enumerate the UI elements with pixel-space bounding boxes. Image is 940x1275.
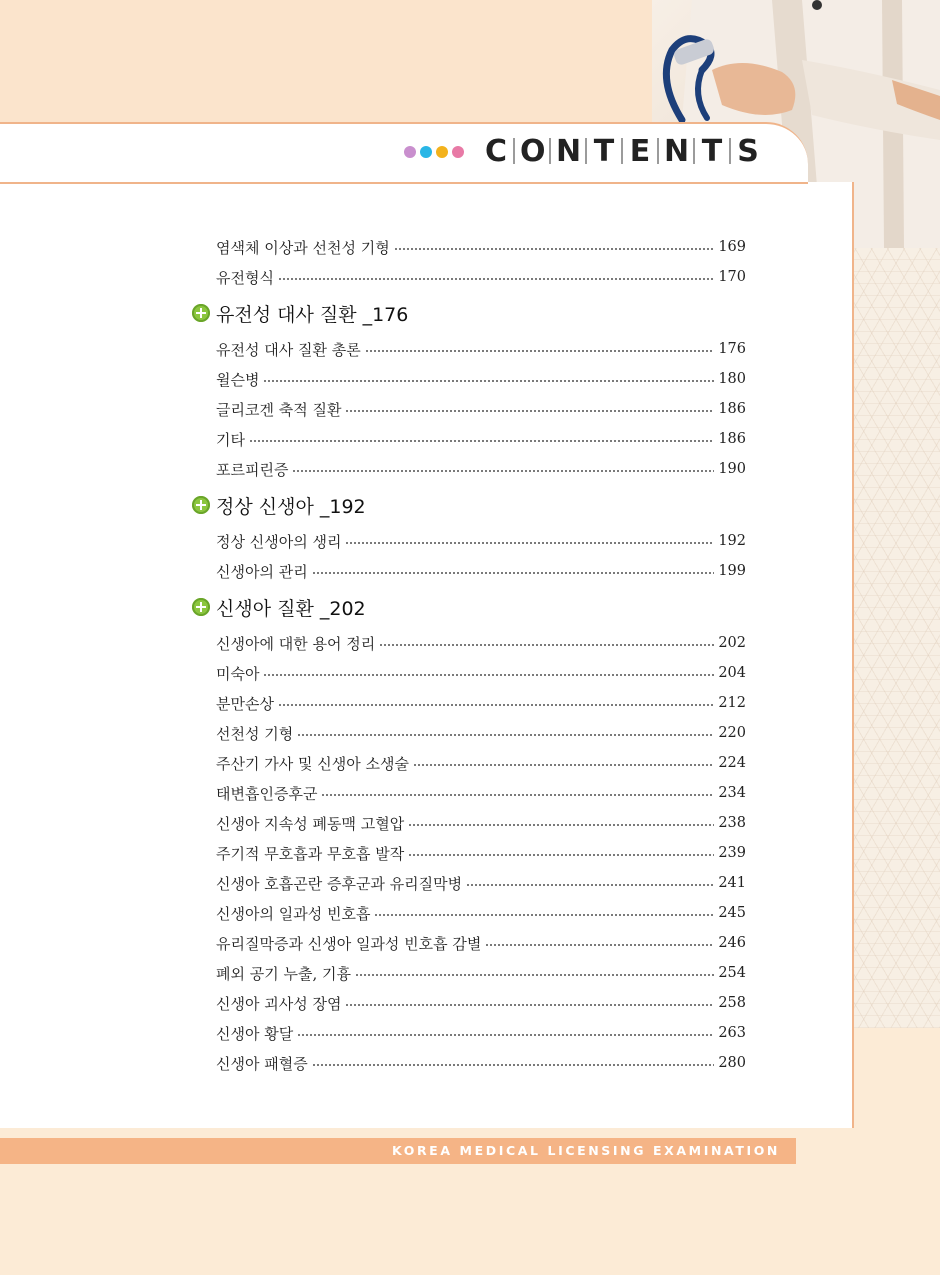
- toc-entry-page: 246: [718, 935, 746, 951]
- toc-entry[interactable]: [216, 457, 746, 481]
- plus-circle-icon: [192, 304, 210, 322]
- header-dots: [404, 146, 464, 158]
- title-separator: [729, 138, 731, 164]
- toc-entry-page: 224: [718, 755, 746, 771]
- toc-entry[interactable]: [216, 841, 746, 865]
- toc-entry-title: 선천성 기형: [216, 724, 294, 743]
- title-letter: T: [593, 133, 615, 169]
- dot-leader: [365, 350, 715, 352]
- section-heading-text: 정상 신생아 _192: [216, 495, 366, 518]
- dot-leader: [379, 644, 714, 646]
- toc-entry[interactable]: [216, 661, 746, 685]
- dot-leader: [292, 470, 714, 472]
- dot-leader: [394, 248, 715, 250]
- dot-leader: [345, 1004, 714, 1006]
- dot-leader: [345, 542, 714, 544]
- plus-circle-icon: [192, 598, 210, 616]
- toc-entry-page: 280: [718, 1055, 746, 1071]
- toc-entry[interactable]: [216, 691, 746, 715]
- toc-entry-page: 234: [718, 785, 746, 801]
- toc-entry-page: 204: [718, 665, 746, 681]
- toc-entry[interactable]: [216, 931, 746, 955]
- toc-entry[interactable]: [216, 367, 746, 391]
- toc-entry-title: 기타: [216, 430, 245, 449]
- toc-entry-page: 180: [718, 371, 746, 387]
- dot-leader: [345, 410, 714, 412]
- toc-entry-page: 186: [718, 401, 746, 417]
- toc-entry-page: 192: [718, 533, 746, 549]
- toc-entry-page: 190: [718, 461, 746, 477]
- toc-entry-page: 245: [718, 905, 746, 921]
- section-heading[interactable]: [192, 491, 366, 519]
- toc-entry-page: 186: [718, 431, 746, 447]
- toc-entry-page: 199: [718, 563, 746, 579]
- toc-entry-title: 유전형식: [216, 268, 274, 287]
- dot-leader: [408, 824, 714, 826]
- dot-leader: [297, 1034, 714, 1036]
- toc-entry-title: 정상 신생아의 생리: [216, 532, 342, 551]
- dot-leader: [355, 974, 714, 976]
- title-letter: N: [556, 133, 582, 169]
- toc-entry[interactable]: [216, 397, 746, 421]
- toc-entry[interactable]: [216, 781, 746, 805]
- toc-entry[interactable]: [216, 871, 746, 895]
- title-separator: [657, 138, 659, 164]
- dot-purple: [404, 146, 416, 158]
- dot-leader: [485, 944, 714, 946]
- footer-text: KOREA MEDICAL LICENSING EXAMINATION: [392, 1143, 780, 1158]
- toc-entry[interactable]: [216, 901, 746, 925]
- dot-leader: [374, 914, 714, 916]
- toc-entry-title: 신생아 황달: [216, 1024, 294, 1043]
- toc-entry-title: 염색체 이상과 선천성 기형: [216, 238, 390, 257]
- title-separator: [585, 138, 587, 164]
- toc-entry-title: 유리질막증과 신생아 일과성 빈호흡 감별: [216, 934, 482, 953]
- toc-entry-page: 202: [718, 635, 746, 651]
- toc-entry[interactable]: [216, 721, 746, 745]
- toc-entry-title: 신생아에 대한 용어 정리: [216, 634, 376, 653]
- toc-entry-page: 220: [718, 725, 746, 741]
- title-letter: O: [520, 133, 546, 169]
- side-pattern: [852, 248, 940, 1028]
- dot-leader: [278, 704, 714, 706]
- dot-leader: [321, 794, 714, 796]
- toc-entry-page: 241: [718, 875, 746, 891]
- toc-entry-title: 신생아의 관리: [216, 562, 308, 581]
- toc-entry-title: 유전성 대사 질환 총론: [216, 340, 361, 359]
- toc-entry[interactable]: [216, 529, 746, 553]
- title-letter: E: [629, 133, 651, 169]
- dot-leader: [249, 440, 714, 442]
- title-letter: S: [737, 133, 759, 169]
- toc-entry[interactable]: [216, 235, 746, 259]
- dot-leader: [413, 764, 714, 766]
- dot-leader: [312, 1064, 715, 1066]
- content-panel: [0, 182, 854, 1128]
- toc-entry-page: 254: [718, 965, 746, 981]
- toc-entry[interactable]: [216, 811, 746, 835]
- toc-entry-title: 신생아 패혈증: [216, 1054, 308, 1073]
- toc-entry[interactable]: [216, 751, 746, 775]
- toc-entry-title: 주산기 가사 및 신생아 소생술: [216, 754, 409, 773]
- section-heading[interactable]: [192, 593, 366, 621]
- toc-entry-title: 윌슨병: [216, 370, 260, 389]
- toc-entry[interactable]: [216, 265, 746, 289]
- toc-entry-page: 170: [718, 269, 746, 285]
- title-letter: T: [701, 133, 723, 169]
- toc-entry-title: 신생아 지속성 폐동맥 고혈압: [216, 814, 405, 833]
- toc-entry-title: 신생아 괴사성 장염: [216, 994, 342, 1013]
- toc-entry-page: 239: [718, 845, 746, 861]
- toc-entry-page: 176: [718, 341, 746, 357]
- dot-leader: [408, 854, 714, 856]
- dot-leader: [263, 674, 714, 676]
- toc-entry[interactable]: [216, 1051, 746, 1075]
- toc-entry[interactable]: [216, 631, 746, 655]
- toc-entry-title: 신생아 호흡곤란 증후군과 유리질막병: [216, 874, 463, 893]
- title-letter: C: [484, 133, 508, 169]
- toc-entry-page: 238: [718, 815, 746, 831]
- title-separator: [693, 138, 695, 164]
- dot-yellow: [436, 146, 448, 158]
- section-heading[interactable]: [192, 299, 408, 327]
- dot-leader: [297, 734, 714, 736]
- toc-entry[interactable]: [216, 1021, 746, 1045]
- dot-blue: [420, 146, 432, 158]
- toc-entry-page: 212: [718, 695, 746, 711]
- dot-leader: [466, 884, 714, 886]
- toc-entry-title: 포르피린증: [216, 460, 289, 479]
- toc-entry-title: 신생아의 일과성 빈호흡: [216, 904, 371, 923]
- title-separator: [549, 138, 551, 164]
- toc-entry-title: 태변흡인증후군: [216, 784, 318, 803]
- toc-entry[interactable]: [216, 337, 746, 361]
- toc-entry[interactable]: [216, 961, 746, 985]
- dot-leader: [312, 572, 715, 574]
- toc-entry[interactable]: [216, 559, 746, 583]
- toc-entry-page: 169: [718, 239, 746, 255]
- title-letter: N: [664, 133, 690, 169]
- toc-entry-title: 분만손상: [216, 694, 274, 713]
- toc-entry-page: 258: [718, 995, 746, 1011]
- toc-entry-page: 263: [718, 1025, 746, 1041]
- plus-circle-icon: [192, 496, 210, 514]
- section-heading-text: 유전성 대사 질환 _176: [216, 303, 409, 326]
- section-heading-text: 신생아 질환 _202: [216, 597, 366, 620]
- toc-entry[interactable]: [216, 991, 746, 1015]
- toc-entry-title: 미숙아: [216, 664, 260, 683]
- toc-entry-title: 글리코겐 축적 질환: [216, 400, 342, 419]
- title-separator: [621, 138, 623, 164]
- contents-title: [484, 132, 760, 170]
- title-separator: [513, 138, 515, 164]
- toc-entry[interactable]: [216, 427, 746, 451]
- dot-leader: [263, 380, 714, 382]
- dot-pink: [452, 146, 464, 158]
- toc-entry-title: 주기적 무호흡과 무호흡 발작: [216, 844, 405, 863]
- toc-entry-title: 폐외 공기 누출, 기흉: [216, 964, 351, 983]
- dot-leader: [278, 278, 714, 280]
